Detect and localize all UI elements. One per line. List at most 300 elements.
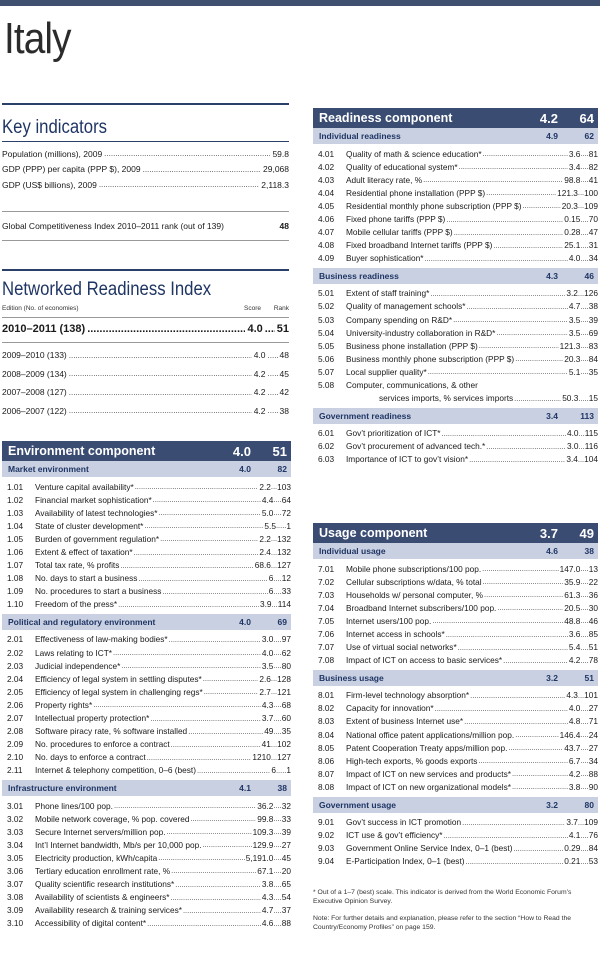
indicator-value: 20.3	[564, 353, 581, 364]
nri-score: 4.2	[253, 387, 266, 398]
indicator-label: No. procedures to enforce a contract	[35, 739, 170, 750]
indicator-rank: 114	[277, 599, 291, 610]
indicator-rank: 20	[281, 865, 291, 876]
indicator-row: 3.05 Electricity production, kWh/capita ..... 5,191.0 .... 45	[2, 851, 291, 864]
indicator-rank: 41	[588, 174, 598, 185]
indicator-value: 61.3	[564, 589, 581, 600]
indicator-value: 3.7	[566, 817, 578, 828]
indicator-label: Availability research & training services*	[35, 905, 182, 916]
indicator-label: Computer, communications, & other	[346, 380, 478, 390]
indicator-rank: 27	[588, 703, 598, 714]
indicator-code: 2.06	[7, 699, 24, 710]
indicator-rank: 51	[588, 642, 598, 653]
key-indicator-row	[2, 162, 289, 178]
indicator-code: 1.02	[7, 494, 24, 505]
indicator-label: Fixed phone tariffs (PPP $)	[346, 214, 446, 225]
indicator-code: 3.10	[7, 918, 24, 929]
indicator-label: Buyer sophistication*	[346, 253, 424, 264]
subcomponent-title: Infrastructure environment	[8, 782, 117, 793]
indicator-row: 5.02 Quality of management schools* ..... 4.7 .... 38	[313, 300, 598, 313]
nri-edition: 2007–2008 (127)	[2, 387, 67, 398]
indicator-value: 6.7	[568, 755, 581, 766]
indicator-code: 9.01	[318, 817, 335, 828]
indicator-label: Burden of government regulation*	[35, 533, 160, 544]
indicator-value: 3.7	[261, 713, 274, 724]
indicator-code: 7.02	[318, 576, 335, 587]
indicator-rank: 22	[588, 576, 598, 587]
indicator-code: 4.09	[318, 253, 335, 264]
indicator-rank: 15	[588, 393, 598, 403]
indicator-row: 2.09 No. procedures to enforce a contract ..... 41 ... 102	[2, 738, 291, 751]
subcomponent-rank: 82	[277, 464, 287, 474]
indicator-value: 6	[268, 586, 274, 597]
indicator-rank: 35	[281, 726, 291, 737]
indicator-rank: 100	[584, 187, 598, 198]
indicator-rank: 127	[277, 752, 291, 763]
indicator-label: Mobile cellular tariffs (PPP $)	[346, 227, 453, 238]
indicator-row: 3.02 Mobile network coverage, % pop. covered ..... 99.8 .... 33	[2, 812, 291, 825]
subcomponent-header	[2, 780, 291, 796]
indicator-value: 25.1	[564, 240, 581, 251]
indicator-code: 2.03	[7, 660, 24, 671]
indicator-label: Business phone installation (PPP $)	[346, 340, 478, 351]
indicator-label: National office patent applications/million pop.	[346, 729, 515, 740]
indicator-code: 9.02	[318, 830, 335, 841]
indicator-rank: 132	[277, 533, 291, 544]
indicator-value: 49	[264, 726, 274, 737]
indicator-label: Laws relating to ICT*	[35, 647, 113, 658]
subcomponent-score: 4.6	[546, 546, 558, 556]
indicator-value: 4.4	[261, 494, 274, 505]
component-title: Readiness component	[319, 111, 453, 125]
indicator-value: 3.6	[568, 629, 581, 640]
indicator-label: Extent of staff training*	[346, 288, 430, 299]
indicator-code: 2.02	[7, 647, 24, 658]
indicator-row: 8.05 Patent Cooperation Treaty apps/million pop. ..... 43.7 .... 27	[313, 741, 598, 754]
indicator-value: 146.4	[559, 729, 581, 740]
indicator-rank: 39	[281, 826, 291, 837]
indicator-label: Accessibility of digital content*	[35, 918, 147, 929]
indicator-label: Quality of math & science education*	[346, 148, 482, 159]
indicator-label: E-Participation Index, 0–1 (best)	[346, 856, 465, 867]
indicator-rank: 47	[588, 227, 598, 238]
indicator-value: 3.9	[259, 599, 272, 610]
indicator-label: ICT use & gov’t efficiency*	[346, 830, 443, 841]
indicator-rank: 12	[281, 573, 291, 584]
indicator-row: 4.08 Fixed broadband Internet tariffs (PPP $) ..... 25.1 .... 31	[313, 239, 598, 252]
component-score: 4.2	[539, 110, 558, 126]
indicator-row: 4.09 Buyer sophistication* ..... 4.0 .... 34	[313, 252, 598, 265]
indicator-row: 3.01 Phone lines/100 pop. ..... 36.2 .... 32	[2, 799, 291, 812]
nri-history-row	[2, 365, 289, 384]
indicator-value: 2.7	[259, 686, 271, 697]
indicator-row: 6.02 Gov’t procurement of advanced tech.* ..... 3.0 ... 116	[313, 440, 598, 453]
indicator-row: 4.07 Mobile cellular tariffs (PPP $) ..... 0.28 .... 47	[313, 226, 598, 239]
indicator-row: 7.07 Use of virtual social networks* ..... 5.4 .... 51	[313, 641, 598, 654]
indicator-row: 7.03 Households w/ personal computer, % ..... 61.3 .... 36	[313, 588, 598, 601]
indicator-label: Gov’t success in ICT promotion	[346, 817, 462, 828]
environment-component-panel	[2, 441, 291, 933]
indicator-row: 1.01 Venture capital availability* ..... 2.2 ... 103	[2, 480, 291, 493]
indicator-code: 4.06	[318, 214, 335, 225]
indicator-value: 147.0	[559, 563, 581, 574]
indicator-code: 8.02	[318, 703, 335, 714]
indicator-label: State of cluster development*	[35, 520, 144, 531]
indicator-value: 6	[271, 765, 276, 776]
indicator-row: 1.05 Burden of government regulation* ..... 2.2 ... 132	[2, 532, 291, 545]
indicator-value: 129.9	[252, 839, 274, 850]
score-label: Score	[244, 305, 261, 312]
subcomponent-rank: 46	[584, 270, 594, 281]
indicator-code: 1.10	[7, 599, 24, 610]
footnote-note: Note: For further details and explanation, please refer to the section “How to Read the Country/Economy Profiles” on page 159.	[313, 915, 572, 931]
divider	[2, 317, 289, 318]
indicator-label: Quality of educational system*	[346, 161, 458, 172]
indicator-row: 7.06 Internet access in schools* ..... 3.6 .... 85	[313, 627, 598, 640]
indicator-code: 3.09	[7, 905, 24, 916]
indicator-label: No. days to enforce a contract	[35, 752, 146, 763]
indicator-code: 7.07	[318, 642, 335, 653]
nri-edition: 2006–2007 (122)	[2, 405, 67, 416]
indicator-row: 1.02 Financial market sophistication* ..... 4.4 .... 64	[2, 493, 291, 506]
indicator-rank: 84	[588, 843, 598, 854]
indicator-label: Use of virtual social networks*	[346, 642, 457, 653]
indicator-list	[313, 813, 598, 871]
subcomponent-title: Political and regulatory environment	[8, 616, 156, 627]
indicator-row: 2.02 Laws relating to ICT* ..... 4.0 .... 62	[2, 646, 291, 659]
indicator-code: 2.11	[7, 765, 23, 776]
indicator-value: 4.0	[568, 703, 581, 714]
indicator-code: 8.06	[318, 755, 335, 766]
nri-edition: 2009–2010 (133)	[2, 350, 67, 361]
indicator-label: Availability of scientists & engineers*	[35, 892, 170, 903]
indicator-label: GDP (PPP) per capita (PPP $), 2009	[2, 164, 141, 175]
indicator-list	[313, 686, 598, 797]
indicator-label: No. procedures to start a business	[35, 586, 162, 597]
component-rank: 64	[579, 110, 594, 126]
indicator-rank: 27	[588, 742, 598, 753]
indicator-row: 8.07 Impact of ICT on new services and products* ..... 4.2 .... 88	[313, 767, 598, 780]
indicator-label: Extent of business Internet use*	[346, 716, 464, 727]
indicator-code: 9.03	[318, 843, 335, 854]
indicator-list	[313, 424, 598, 469]
indicator-value: 59.8	[272, 148, 289, 159]
indicator-code: 7.03	[318, 589, 335, 600]
indicator-rank: 46	[588, 615, 598, 626]
indicator-rank: 39	[588, 314, 598, 325]
indicator-label: Cellular subscriptions w/data, % total	[346, 576, 482, 587]
indicator-code: 8.01	[318, 690, 335, 701]
indicator-label: Availability of latest technologies*	[35, 507, 158, 518]
indicator-code: 7.05	[318, 615, 335, 626]
indicator-value: 3.6	[568, 148, 581, 159]
indicator-code: 3.08	[7, 892, 24, 903]
subcomponent-header	[2, 614, 291, 630]
indicator-row: 7.01 Mobile phone subscriptions/100 pop. ..... 147.0 .... 13	[313, 562, 598, 575]
indicator-label: Extent & effect of taxation*	[35, 547, 133, 558]
subcomponent-score: 4.1	[239, 782, 251, 793]
component-header	[313, 523, 598, 543]
indicator-code: 3.07	[7, 879, 24, 890]
indicator-label: Mobile network coverage, % pop. covered	[35, 813, 190, 824]
indicator-label: Capacity for innovation*	[346, 703, 434, 714]
indicator-row: 5.07 Local supplier quality* ..... 5.1 .... 35	[313, 365, 598, 378]
indicator-label: Population (millions), 2009	[2, 148, 103, 159]
indicator-row: 3.09 Availability research & training services* ..... 4.7 .... 37	[2, 904, 291, 917]
indicator-code: 7.01	[318, 563, 335, 574]
indicator-row: 6.01 Gov’t prioritization of ICT* ..... 4.0 ... 115	[313, 427, 598, 440]
component-score: 4.0	[232, 443, 251, 459]
indicator-code: 4.01	[318, 148, 335, 159]
indicator-label: Electricity production, kWh/capita	[35, 852, 158, 863]
indicator-label: Efficiency of legal system in challenging regs*	[35, 686, 203, 697]
indicator-rank: 31	[588, 240, 598, 251]
subcomponent-title: Individual usage	[319, 546, 386, 556]
nri-score: 4.2	[253, 405, 266, 416]
indicator-value: 5,191.0	[245, 852, 274, 863]
indicator-rank: 1	[286, 520, 291, 531]
section-rule	[2, 141, 289, 142]
indicator-rank: 33	[281, 813, 291, 824]
indicator-value: 29,068	[263, 164, 289, 175]
indicator-value: 35.9	[564, 576, 581, 587]
indicator-code: 5.01	[318, 288, 335, 299]
indicator-value: 3.2	[566, 288, 578, 299]
indicator-code: 3.04	[7, 839, 24, 850]
indicator-value: 3.5	[568, 327, 581, 338]
indicator-row: 4.03 Adult literacy rate, % ..... 98.8 .... 41	[313, 173, 598, 186]
indicator-row: 8.08 Impact of ICT on new organizational models* ..... 3.8 .... 90	[313, 780, 598, 793]
nri-history	[2, 346, 289, 420]
indicator-value: 2.6	[259, 673, 271, 684]
indicator-rank: 24	[588, 729, 598, 740]
indicator-code: 1.05	[7, 533, 24, 544]
indicator-row: 8.04 National office patent applications/million pop. ..... 146.4 .... 24	[313, 728, 598, 741]
indicator-label: Residential phone installation (PPP $)	[346, 187, 486, 198]
subcomponent-header	[2, 461, 291, 477]
indicator-value: 5.1	[568, 366, 581, 377]
indicator-code: 5.02	[318, 301, 335, 312]
nri-history-row	[2, 346, 289, 365]
indicator-code: 5.06	[318, 353, 335, 364]
indicator-value: 3.0	[261, 634, 274, 645]
indicator-label: University-industry collaboration in R&D*	[346, 327, 496, 338]
indicator-rank: 88	[588, 768, 598, 779]
indicator-row: 4.06 Fixed phone tariffs (PPP $) ..... 0.15 .... 70	[313, 212, 598, 225]
indicator-label: Freedom of the press*	[35, 599, 118, 610]
indicator-label: Residential monthly phone subscription (PPP $)	[346, 200, 522, 211]
indicator-row: 1.10 Freedom of the press* ..... 3.9 ... 114	[2, 598, 291, 611]
indicator-value: 98.8	[564, 174, 581, 185]
indicator-label: Firm-level technology absorption*	[346, 690, 470, 701]
indicator-label: Venture capital availability*	[35, 481, 134, 492]
indicator-value: 4.3	[566, 690, 578, 701]
indicator-value: 4.0	[568, 253, 581, 264]
indicator-rank: 1	[286, 765, 291, 776]
indicator-value: 3.5	[568, 314, 581, 325]
indicator-row: 2.05 Efficiency of legal system in challenging regs* ..... 2.7 ... 121	[2, 685, 291, 698]
indicator-row: 5.01 Extent of staff training* ..... 3.2 ... 126	[313, 287, 598, 300]
indicator-label: Importance of ICT to gov’t vision*	[346, 454, 469, 465]
indicator-value: 4.8	[568, 716, 581, 727]
indicator-label: Financial market sophistication*	[35, 494, 152, 505]
indicator-value: 5.0	[261, 507, 274, 518]
indicator-code: 2.07	[7, 713, 24, 724]
subcomponent-header	[313, 408, 598, 424]
indicator-row: 1.09 No. procedures to start a business ..... 6 .... 33	[2, 585, 291, 598]
indicator-value: 2.2	[259, 481, 271, 492]
indicator-row: 3.10 Accessibility of digital content* ..... 4.6 .... 88	[2, 917, 291, 930]
indicator-row: 7.08 Impact of ICT on access to basic services* ..... 4.2 .... 78	[313, 654, 598, 667]
top-color-bar	[0, 0, 600, 6]
indicator-code: 1.04	[7, 520, 24, 531]
indicator-label: Internet & telephony competition, 0–6 (best)	[35, 765, 196, 776]
key-indicators-list	[2, 146, 289, 193]
indicator-value: 4.6	[261, 918, 274, 929]
indicator-rank: 109	[584, 817, 598, 828]
indicator-value: 50.3	[562, 393, 579, 403]
indicator-label: Intellectual property protection*	[35, 713, 150, 724]
nri-title: Networked Readiness Index	[2, 279, 212, 300]
indicator-rank: 54	[281, 892, 291, 903]
gci-rank	[2, 218, 289, 234]
indicator-rank: 128	[277, 673, 291, 684]
indicator-row: 8.03 Extent of business Internet use* ..... 4.8 .... 71	[313, 715, 598, 728]
indicator-row: 2.08 Software piracy rate, % software installed ..... 49 .... 35	[2, 725, 291, 738]
component-title: Usage component	[319, 526, 428, 540]
subcomponent-score: 4.9	[546, 131, 558, 141]
indicator-code: 5.04	[318, 327, 335, 338]
indicator-label: Local supplier quality*	[346, 366, 427, 377]
indicator-row: 5.08 Computer, communications, & other services imports, % services imports ..... 50.3 ..... 15	[313, 379, 598, 405]
component-title: Environment component	[8, 444, 156, 458]
indicator-rank: 71	[588, 716, 598, 727]
indicator-rank: 13	[588, 563, 598, 574]
indicator-row: 3.08 Availability of scientists & engineers* ..... 4.3 .... 54	[2, 891, 291, 904]
indicator-value: 2.2	[259, 533, 271, 544]
indicator-code: 4.02	[318, 161, 335, 172]
indicator-code: 7.04	[318, 602, 335, 613]
indicator-rank: 80	[281, 660, 291, 671]
subcomponent-score: 4.0	[239, 616, 251, 627]
indicator-value: 5.4	[568, 642, 581, 653]
subcomponent-rank: 113	[580, 410, 594, 421]
indicator-rank: 34	[588, 253, 598, 264]
indicator-label: Total tax rate, % profits	[35, 560, 120, 571]
indicator-rank: 27	[281, 839, 291, 850]
indicator-rank: 83	[588, 340, 598, 351]
indicator-label: Effectiveness of law-making bodies*	[35, 634, 168, 645]
indicator-code: 3.01	[7, 800, 24, 811]
indicator-code: 9.04	[318, 856, 335, 867]
indicator-code: 8.04	[318, 729, 335, 740]
indicator-rank: 72	[281, 507, 291, 518]
indicator-label: Broadband Internet subscribers/100 pop.	[346, 602, 497, 613]
indicator-row: 3.06 Tertiary education enrollment rate, % ..... 67.1 .... 20	[2, 864, 291, 877]
subcomponent-header	[313, 543, 598, 559]
nri-current-score: 4.0	[247, 323, 263, 335]
indicator-row: 6.03 Importance of ICT to gov’t vision* ..... 3.4 ... 104	[313, 453, 598, 466]
indicator-code: 7.06	[318, 629, 335, 640]
indicator-row: 4.01 Quality of math & science education* ..... 3.6 .... 81	[313, 147, 598, 160]
indicator-label: Gov’t procurement of advanced tech.*	[346, 441, 486, 452]
indicator-row: 7.05 Internet users/100 pop. ..... 48.8 .... 46	[313, 614, 598, 627]
indicator-rank: 35	[588, 366, 598, 377]
indicator-value: 121.3	[559, 340, 581, 351]
indicator-label: Mobile phone subscriptions/100 pop.	[346, 563, 482, 574]
indicator-rank: 90	[588, 781, 598, 792]
indicator-label: Int’l Internet bandwidth, Mb/s per 10,000 pop.	[35, 839, 202, 850]
nri-rank: 45	[279, 368, 289, 379]
indicator-value: 4.3	[261, 699, 274, 710]
indicator-value: 3.8	[261, 879, 274, 890]
section-rule	[2, 103, 289, 105]
indicator-value: 68.6	[254, 560, 271, 571]
indicator-label: Internet users/100 pop.	[346, 615, 432, 626]
indicator-rank: 30	[588, 602, 598, 613]
key-indicator-row	[2, 177, 289, 193]
indicator-code: 4.07	[318, 227, 335, 238]
indicator-rank: 101	[584, 690, 598, 701]
indicator-rank: 78	[588, 655, 598, 666]
indicator-value: 3.5	[261, 660, 274, 671]
indicator-label: Phone lines/100 pop.	[35, 800, 113, 811]
gci-label: Global Competitiveness Index 2010–2011 rank (out of 139)	[2, 221, 224, 231]
subcomponent-header	[313, 797, 598, 813]
indicator-rank: 60	[281, 713, 291, 724]
indicator-value: 67.1	[257, 865, 274, 876]
indicator-code: 2.10	[7, 752, 24, 763]
nri-current-edition: 2010–2011 (138)	[2, 323, 86, 335]
indicator-row: 5.04 University-industry collaboration in R&D* ..... 3.5 .... 69	[313, 326, 598, 339]
indicator-row: 3.03 Secure Internet servers/million pop. ..... 109.3 .... 39	[2, 825, 291, 838]
indicator-value: 2.4	[259, 547, 271, 558]
indicator-label: Impact of ICT on new services and products*	[346, 768, 511, 779]
indicator-row: 1.06 Extent & effect of taxation* ..... 2.4 ... 132	[2, 545, 291, 558]
indicator-code: 8.05	[318, 742, 335, 753]
indicator-code: 8.07	[318, 768, 335, 779]
indicator-row: 2.04 Efficiency of legal system in settling disputes* ..... 2.6 ... 128	[2, 672, 291, 685]
indicator-rank: 109	[584, 200, 598, 211]
indicator-rank: 116	[584, 441, 598, 452]
indicator-code: 2.09	[7, 739, 24, 750]
indicator-row: 9.01 Gov’t success in ICT promotion ..... 3.7 ... 109	[313, 816, 598, 829]
indicator-label: GDP (US$ billions), 2009	[2, 179, 97, 190]
usage-component-panel	[313, 523, 598, 871]
indicator-value: 0.15	[564, 214, 581, 225]
subcomponent-header	[313, 128, 598, 144]
key-indicator-row	[2, 146, 289, 162]
indicator-rank: 102	[277, 739, 291, 750]
indicator-rank: 45	[281, 852, 291, 863]
indicator-label: Impact of ICT on access to basic services*	[346, 655, 503, 666]
indicator-row: 2.10 No. days to enforce a contract ..... 1210 ... 127	[2, 751, 291, 764]
indicator-value: 1210	[252, 752, 271, 763]
indicator-label: High-tech exports, % goods exports	[346, 755, 478, 766]
indicator-code: 4.08	[318, 240, 335, 251]
indicator-row: 4.04 Residential phone installation (PPP $) ..... 121.3 ... 100	[313, 186, 598, 199]
indicator-rank: 85	[588, 629, 598, 640]
component-rank: 51	[272, 443, 287, 459]
subcomponent-rank: 38	[584, 546, 594, 556]
indicator-code: 4.03	[318, 174, 335, 185]
section-rule	[2, 269, 289, 271]
indicator-row: 8.06 High-tech exports, % goods exports ..... 6.7 .... 34	[313, 754, 598, 767]
indicator-code: 1.03	[7, 507, 24, 518]
indicator-row: 7.02 Cellular subscriptions w/data, % total ..... 35.9 .... 22	[313, 575, 598, 588]
subcomponent-score: 3.2	[546, 672, 558, 683]
indicator-value: 4.7	[261, 905, 274, 916]
